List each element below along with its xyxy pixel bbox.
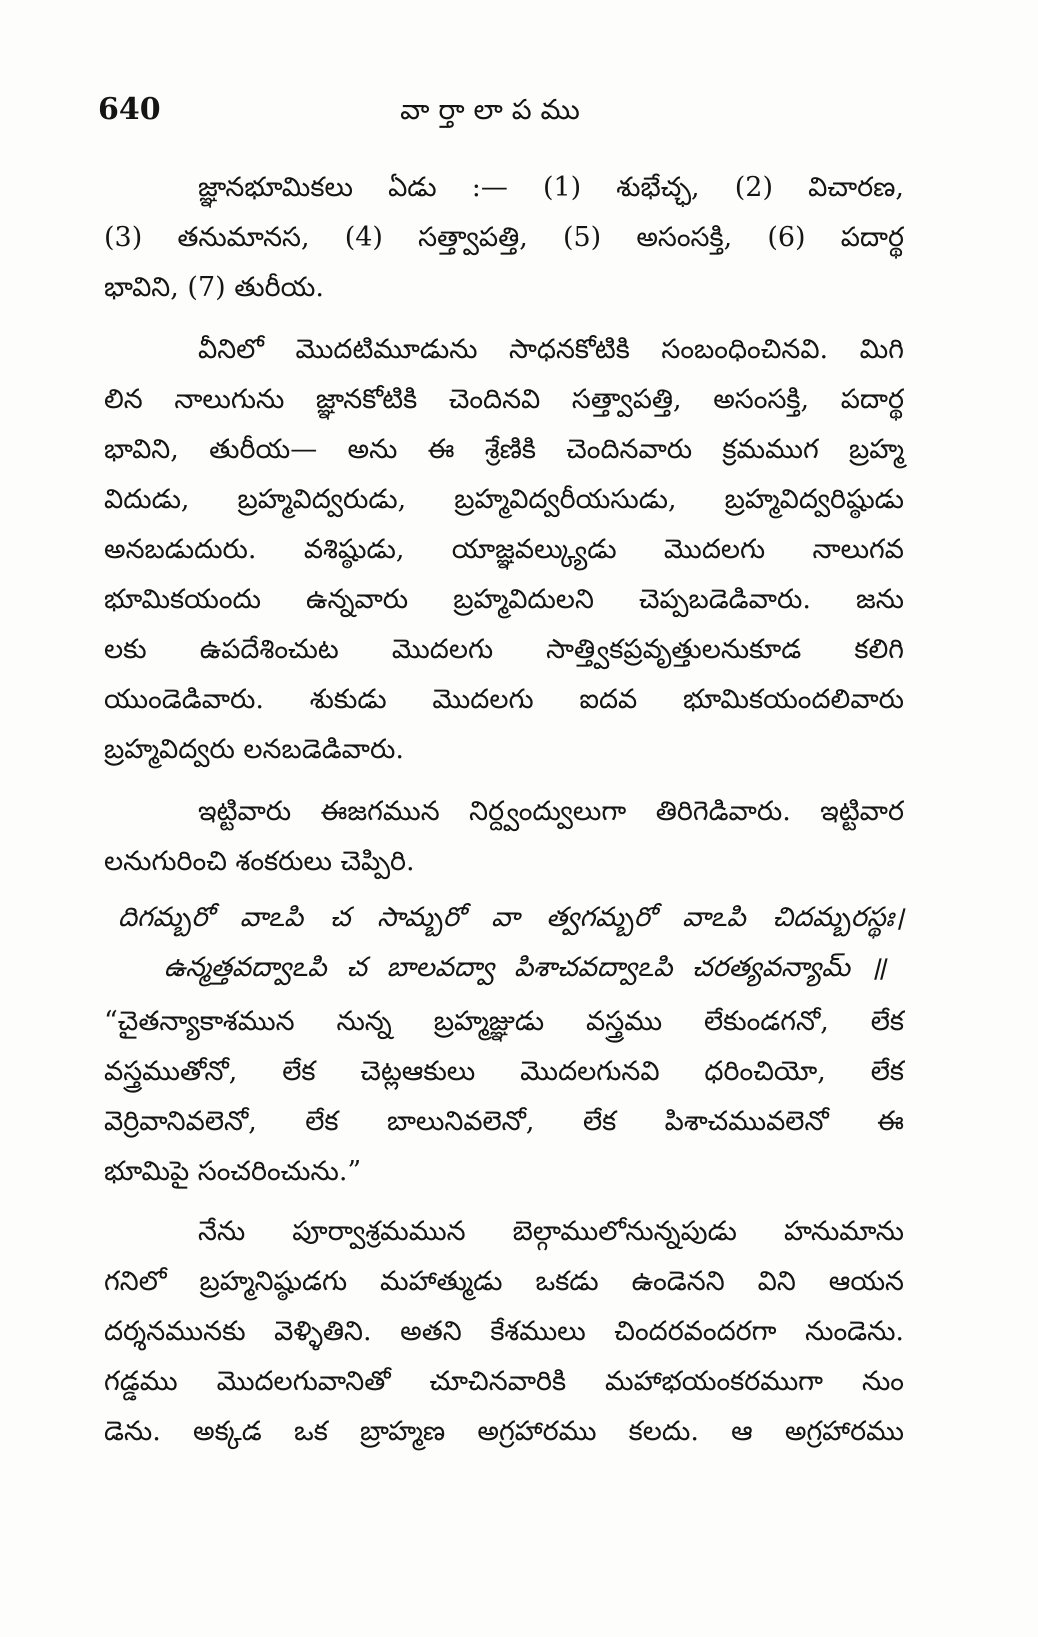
sanskrit-verse (104, 893, 904, 993)
running-title: వా ర్తా లా ప ము (400, 93, 580, 126)
text-line: యుండెడివారు. శుకుడు మొదలగు ఐదవ భూమికయందలివారు (104, 684, 904, 715)
text-line: వెర్రివానివలెనో, లేక బాలునివలెనో, లేక పిశాచమువలెనో ఈ (104, 1106, 904, 1137)
text-line: వస్త్రముతోనో, లేక చెట్లఆకులు మొదలగునవి ధరించియో, లేక (104, 1056, 904, 1087)
text-line: గనిలో బ్రహ్మనిష్ఠుడగు మహాత్ముడు ఒకడు ఉండెనని విని ఆయన (104, 1266, 904, 1297)
paragraph-belgaum-story (104, 1207, 904, 1457)
text-line: భూమికయందు ఉన్నవారు బ్రహ్మవిదులని చెప్పబడెడివారు. జను (104, 584, 904, 615)
paragraph-knowledge-stages (104, 163, 904, 313)
page-number: 640 (98, 92, 161, 127)
text-line: అనబడుదురు. వశిష్ఠుడు, యాజ్ఞవల్క్యుడు మొదలగు నాలుగవ (104, 534, 904, 565)
text-line: నేను పూర్వాశ్రమమున బెల్గాములోనున్నపుడు హనుమాను (198, 1216, 904, 1247)
text-line: డెను. అక్కడ ఒక బ్రాహ్మణ అగ్రహారము కలదు. ఆ అగ్రహారము (104, 1416, 904, 1447)
text-line: జ్ఞానభూమికలు ఏడు :— (1) శుభేచ్ఛ, (2) విచారణ, (198, 172, 904, 203)
text-line: లకు ఉపదేశించుట మొదలగు సాత్త్వికప్రవృత్తులనుకూడ కలిగి (104, 634, 904, 665)
text-line: ఇట్టివారు ఈజగమున నిర్ద్వంద్వులుగా తిరిగెడివారు. ఇట్టివార (198, 796, 904, 827)
text-line: వీనిలో మొదటిమూడును సాధనకోటికి సంబంధించినవి. మిగి (198, 334, 904, 365)
verse-line: దిగమ్బరో వాఽపి చ సామ్బరో వా త్వగమ్బరో వాఽపి చిదమ్బరస్థః। (118, 902, 904, 933)
text-line: బ్రహ్మవిద్వరు లనబడెడివారు. (104, 734, 404, 765)
text-line: విదుడు, బ్రహ్మవిద్వరుడు, బ్రహ్మవిద్వరీయసుడు, బ్రహ్మవిద్వరిష్ఠుడు (104, 484, 904, 515)
paragraph-verse-meaning (104, 997, 904, 1197)
paragraph-brahmavid (104, 325, 904, 775)
text-line: భూమిపై సంచరించును.” (104, 1156, 362, 1187)
text-line: “చైతన్యాకాశమున నున్న బ్రహ్మజ్ఞుడు వస్త్రము లేకుండగనో, లేక (104, 1006, 904, 1037)
text-line: దర్శనమునకు వెళ్ళితిని. అతని కేశములు చిందరవందరగా నుండెను. (104, 1316, 904, 1347)
text-line: భావిని, (7) తురీయ. (104, 272, 324, 303)
text-line: గడ్డము మొదలగువానితో చూచినవారికి మహాభయంకరముగా నుం (104, 1366, 904, 1397)
text-line: లనుగురించి శంకరులు చెప్పిరి. (104, 846, 415, 877)
verse-line: ఉన్మత్తవద్వాఽపి చ బాలవద్వా పిశాచవద్వాఽపి చరత్యవన్యామ్ ॥ (164, 952, 886, 983)
text-line: (3) తనుమానస, (4) సత్త్వాపత్తి, (5) అసంసక్తి, (6) పదార్థ (104, 222, 904, 253)
paragraph-shankara-intro (104, 787, 904, 887)
text-line: లిన నాలుగును జ్ఞానకోటికి చెందినవి సత్త్వాపత్తి, అసంసక్తి, పదార్థ (104, 384, 904, 415)
text-line: భావిని, తురీయ— అను ఈ శ్రేణికి చెందినవారు క్రమముగ బ్రహ్మ (104, 434, 904, 465)
